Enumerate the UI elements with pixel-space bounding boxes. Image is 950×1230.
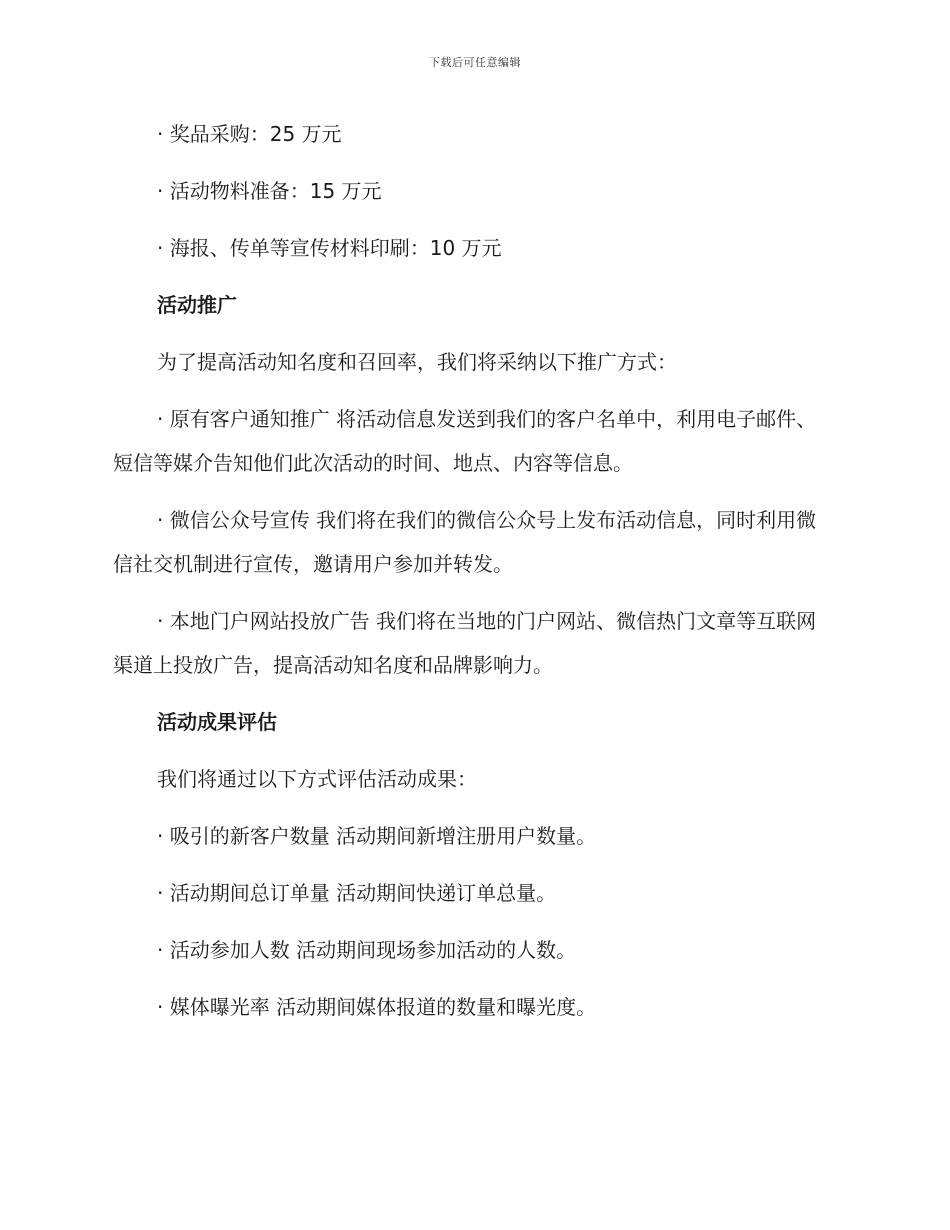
paragraph-evaluation-intro: 我们将通过以下方式评估活动成果： [157, 767, 477, 791]
document-body [113, 112, 829, 1042]
paragraph-promotion-intro: 为了提高活动知名度和召回率，我们将采纳以下推广方式： [157, 350, 677, 374]
paragraph-new-customers: · 吸引的新客户数量 活动期间新增注册用户数量。 [157, 824, 597, 848]
paragraph-portal-ads: · 本地门户网站投放广告 我们将在当地的门户网站、微信热门文章等互联网渠道上投放广告，提高活动知名度和品牌影响力。 [113, 609, 817, 677]
paragraph-materials-budget: · 活动物料准备：15 万元 [157, 179, 382, 203]
paragraph-participants: · 活动参加人数 活动期间现场参加活动的人数。 [157, 938, 577, 962]
paragraph-total-orders: · 活动期间总订单量 活动期间快递订单总量。 [157, 881, 557, 905]
paragraph-wechat-promotion: · 微信公众号宣传 我们将在我们的微信公众号上发布活动信息，同时利用微信社交机制进行宣传，邀请用户参加并转发。 [113, 508, 817, 576]
paragraph-printing-budget: · 海报、传单等宣传材料印刷：10 万元 [157, 236, 502, 260]
paragraph-customer-notice: · 原有客户通知推广 将活动信息发送到我们的客户名单中，利用电子邮件、短信等媒介告知他们此次活动的时间、地点、内容等信息。 [113, 407, 817, 475]
paragraph-prize-budget: · 奖品采购：25 万元 [157, 122, 342, 146]
section-heading-evaluation: 活动成果评估 [157, 710, 277, 734]
section-heading-promotion: 活动推广 [157, 293, 237, 317]
page-header: 下载后可任意编辑 [429, 56, 521, 69]
paragraph-media-exposure: · 媒体曝光率 活动期间媒体报道的数量和曝光度。 [157, 995, 597, 1019]
